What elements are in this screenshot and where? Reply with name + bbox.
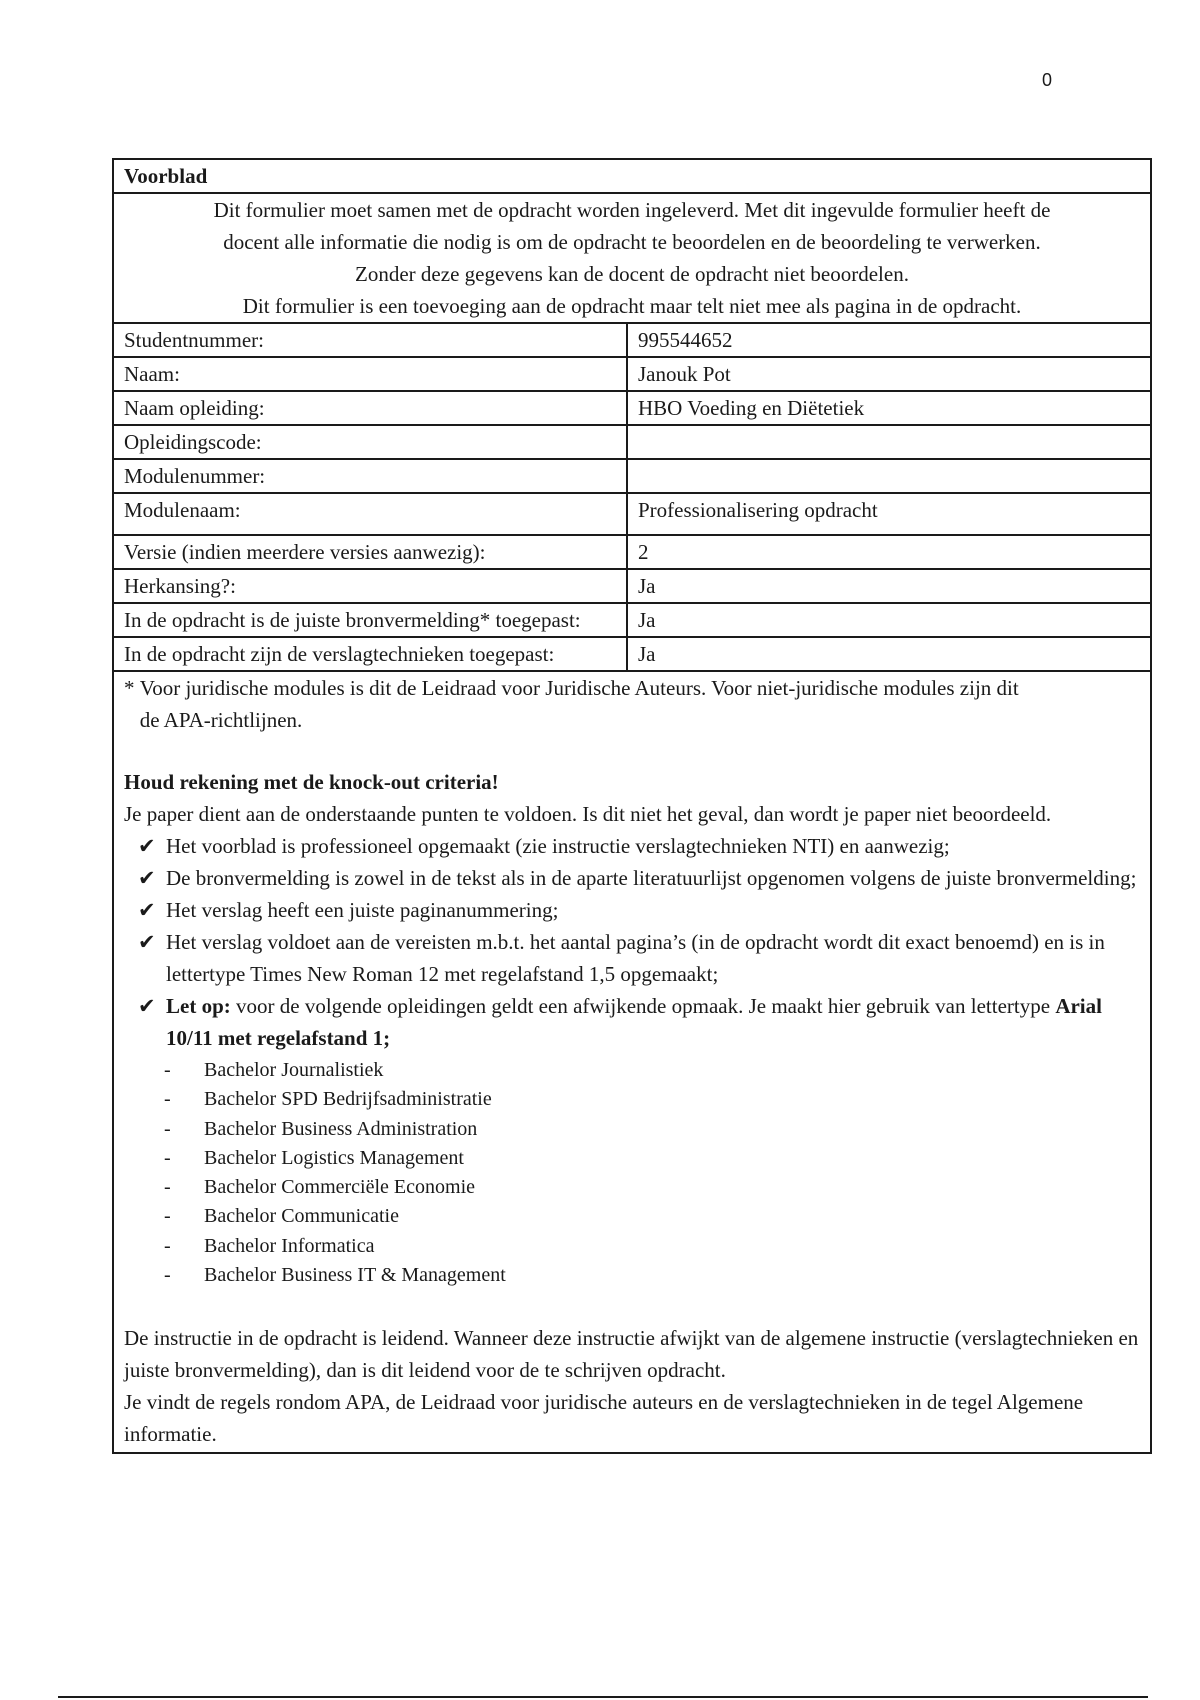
checkmark-icon: ✔ [138,930,156,954]
checkmark-icon: ✔ [138,834,156,858]
list-item [138,926,1140,990]
bachelor-name: Bachelor Communicatie [204,1205,399,1228]
letop-text [166,990,1140,1054]
check-text: Het verslag heeft een juiste paginanummering; [166,898,559,922]
footnote-text: Voor juridische modules is dit de Leidraad voor Juridische Auteurs. Voor niet-juridische modules zijn dit de APA-richtlijnen. [139,676,1019,732]
field-row-studentnummer [114,324,1150,358]
footer-divider [58,1696,1148,1698]
check-text: Het verslag voldoet aan de vereisten m.b.t. het aantal pagina’s (in de opdracht wordt dit exact benoemd) en is in lettertype Times New Roman 12 met regelafstand 1,5 opgemaakt; [166,930,1105,986]
cover-form [112,158,1152,1454]
field-label: Naam: [114,358,628,390]
field-value: 995544652 [638,328,733,352]
intro-line: Dit formulier is een toevoeging aan de opdracht maar telt niet mee als pagina in de opdracht. [242,294,1022,318]
list-item [138,990,1140,1054]
intro-line: Dit formulier moet samen met de opdracht worden ingeleverd. Met dit ingevulde formulier heeft de [213,198,1051,222]
field-label: In de opdracht is de juiste bronvermelding* toegepast: [114,604,628,636]
field-label: Versie (indien meerdere versies aanwezig): [114,536,628,568]
field-row-naam [114,358,1150,392]
ko-intro: Je paper dient aan de onderstaande punten te voldoen. Is dit niet het geval, dan wordt je paper niet beoordeeld. [124,802,1052,826]
form-intro [114,194,1150,324]
list-item [164,1173,1140,1202]
dash-bullet: - [164,1264,171,1287]
list-item [164,1144,1140,1173]
letop-body: voor de volgende opleidingen geldt een afwijkende opmaak. Je maakt hier gebruik van lettertype [230,994,1056,1018]
bachelor-name: Bachelor Business IT & Management [204,1264,506,1287]
closing-paragraph: Je vindt de regels rondom APA, de Leidraad voor juridische auteurs en de verslagtechnieken in de tegel Algemene informatie. [124,1390,1084,1447]
dash-bullet: - [164,1059,171,1081]
field-label: Studentnummer: [114,324,628,356]
dash-bullet: - [164,1234,171,1257]
check-text: Het voorblad is professioneel opgemaakt (zie instructie verslagtechnieken NTI) en aanwezig; [166,834,950,858]
field-label: Herkansing?: [114,570,628,602]
field-value: Ja [638,642,656,666]
bachelor-name: Bachelor Business Administration [204,1117,478,1140]
list-item [164,1115,1140,1144]
field-label: Modulenaam: [114,494,628,534]
field-row-naam-opleiding [114,392,1150,426]
list-item [164,1085,1140,1114]
checkmark-icon: ✔ [138,994,156,1018]
field-value: Ja [638,608,656,632]
bachelor-list [124,1056,1140,1290]
field-value: HBO Voeding en Diëtetiek [638,396,865,420]
dash-bullet: - [164,1088,171,1111]
dash-bullet: - [164,1117,171,1140]
bachelor-name: Bachelor Informatica [204,1234,375,1257]
list-item [164,1261,1140,1290]
dash-bullet: - [164,1176,171,1199]
letop-tail: Arial 10/11 met regelafstand 1; [166,994,1102,1050]
field-label: In de opdracht zijn de verslagtechnieken toegepast: [114,638,628,670]
list-item [164,1056,1140,1085]
form-title: Voorblad [114,160,1150,194]
list-item [138,862,1140,894]
field-value: 2 [638,540,649,564]
list-item [138,830,1140,862]
field-row-opleidingscode [114,426,1150,460]
bachelor-name: Bachelor Commerciële Economie [204,1176,476,1199]
list-item [164,1202,1140,1231]
field-row-modulenaam [114,494,1150,536]
field-row-versie [114,536,1150,570]
field-label: Opleidingscode: [114,426,628,458]
check-list [124,830,1140,1054]
field-row-bronvermelding [114,604,1150,638]
dash-bullet: - [164,1146,171,1169]
intro-line: docent alle informatie die nodig is om de opdracht te beoordelen en de beoordeling te verwerken. [223,230,1041,254]
closing-paragraph: De instructie in de opdracht is leidend. Wanneer deze instructie afwijkt van de algemene instructie (verslagtechnieken en juiste bronvermelding), dan is dit leidend voor de te schrijven opdracht. [124,1326,1139,1383]
field-value: Janouk Pot [638,362,731,386]
checkmark-icon: ✔ [138,866,156,890]
field-row-herkansing [114,570,1150,604]
check-text: De bronvermelding is zowel in de tekst als in de aparte literatuurlijst opgenomen volgens de juiste bronvermelding; [166,866,1137,890]
field-row-modulenummer [114,460,1150,494]
field-value [628,426,1150,458]
footnote [124,672,1140,736]
list-item [138,894,1140,926]
page-number: 0 [1042,70,1053,90]
dash-bullet: - [164,1205,171,1228]
bachelor-name: Bachelor Logistics Management [204,1146,464,1169]
field-value: Professionalisering opdracht [638,498,878,522]
checkmark-icon: ✔ [138,898,156,922]
intro-line: Zonder deze gegevens kan de docent de opdracht niet beoordelen. [355,262,909,286]
field-label: Modulenummer: [114,460,628,492]
footnote-mark: * [124,676,135,700]
field-label: Naam opleiding: [114,392,628,424]
list-item [164,1232,1140,1261]
ko-heading: Houd rekening met de knock-out criteria! [124,770,499,794]
bachelor-name: Bachelor Journalistiek [204,1059,384,1081]
field-value [628,460,1150,492]
letop-lead: Let op: [166,994,231,1018]
bachelor-name: Bachelor SPD Bedrijfsadministratie [204,1088,492,1111]
form-notes [114,672,1150,1452]
field-value: Ja [638,574,656,598]
field-row-verslagtechnieken [114,638,1150,672]
